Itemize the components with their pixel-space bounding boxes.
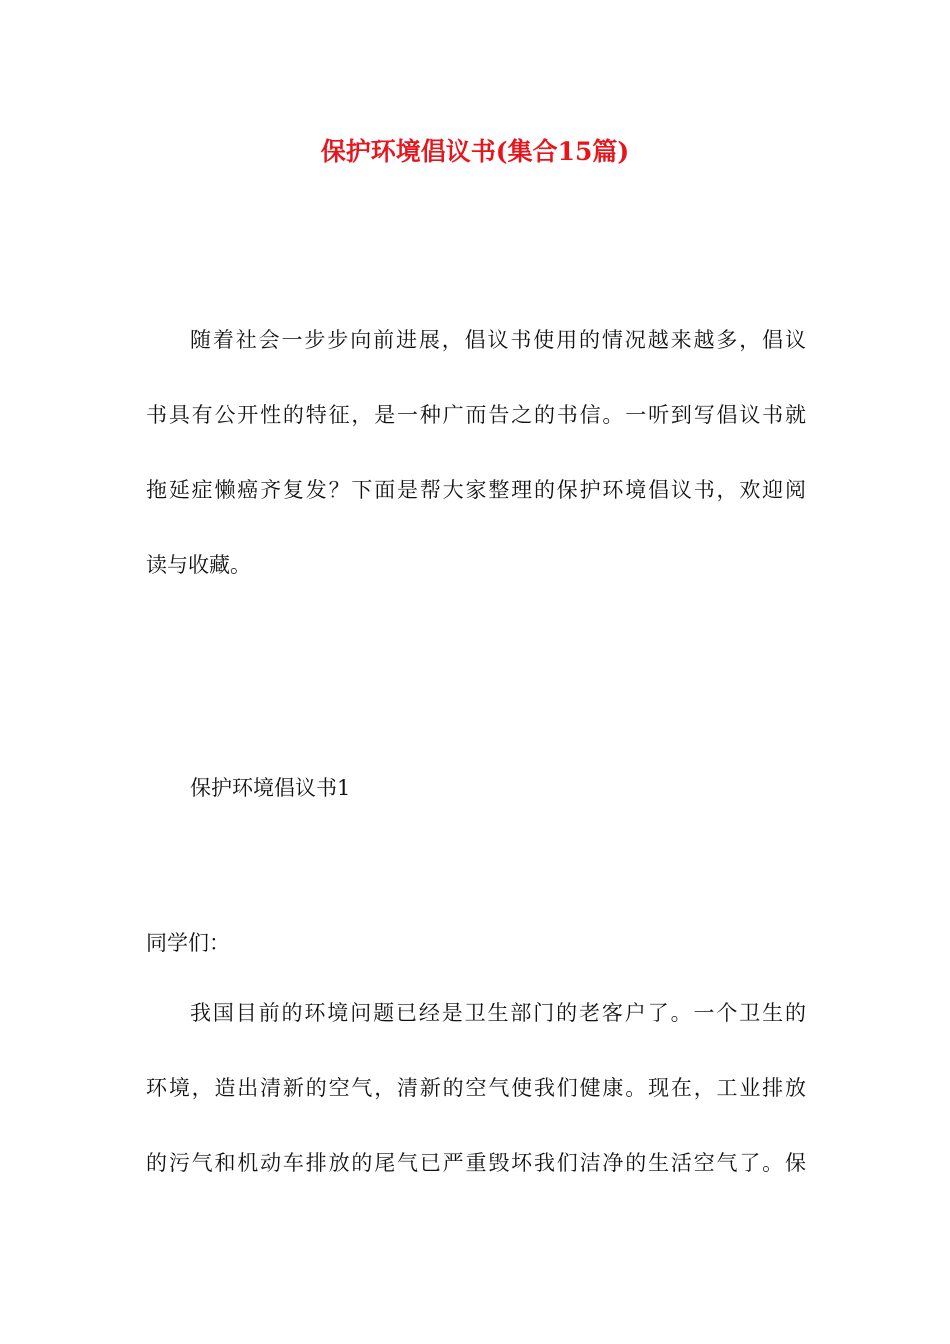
salutation: 同学们： <box>146 931 230 955</box>
document-title: 保护环境倡议书(集合15篇) <box>320 137 630 166</box>
section-heading: 保护环境倡议书1 <box>190 776 351 800</box>
body-line-1: 我国目前的环境问题已经是卫生部门的老客户了。一个卫生的 <box>190 1001 806 1025</box>
intro-line-3: 拖延症懒癌齐复发？下面是帮大家整理的保护环境倡议书，欢迎阅 <box>146 478 806 502</box>
intro-line-1: 随着社会一步步向前进展，倡议书使用的情况越来越多，倡议 <box>190 328 806 352</box>
body-line-2: 环境，造出清新的空气，清新的空气使我们健康。现在，工业排放 <box>146 1076 806 1100</box>
body-line-3: 的污气和机动车排放的尾气已严重毁坏我们洁净的生活空气了。保 <box>146 1151 806 1175</box>
intro-line-2: 书具有公开性的特征，是一种广而告之的书信。一听到写倡议书就 <box>146 403 806 427</box>
intro-line-4: 读与收藏。 <box>146 553 251 577</box>
